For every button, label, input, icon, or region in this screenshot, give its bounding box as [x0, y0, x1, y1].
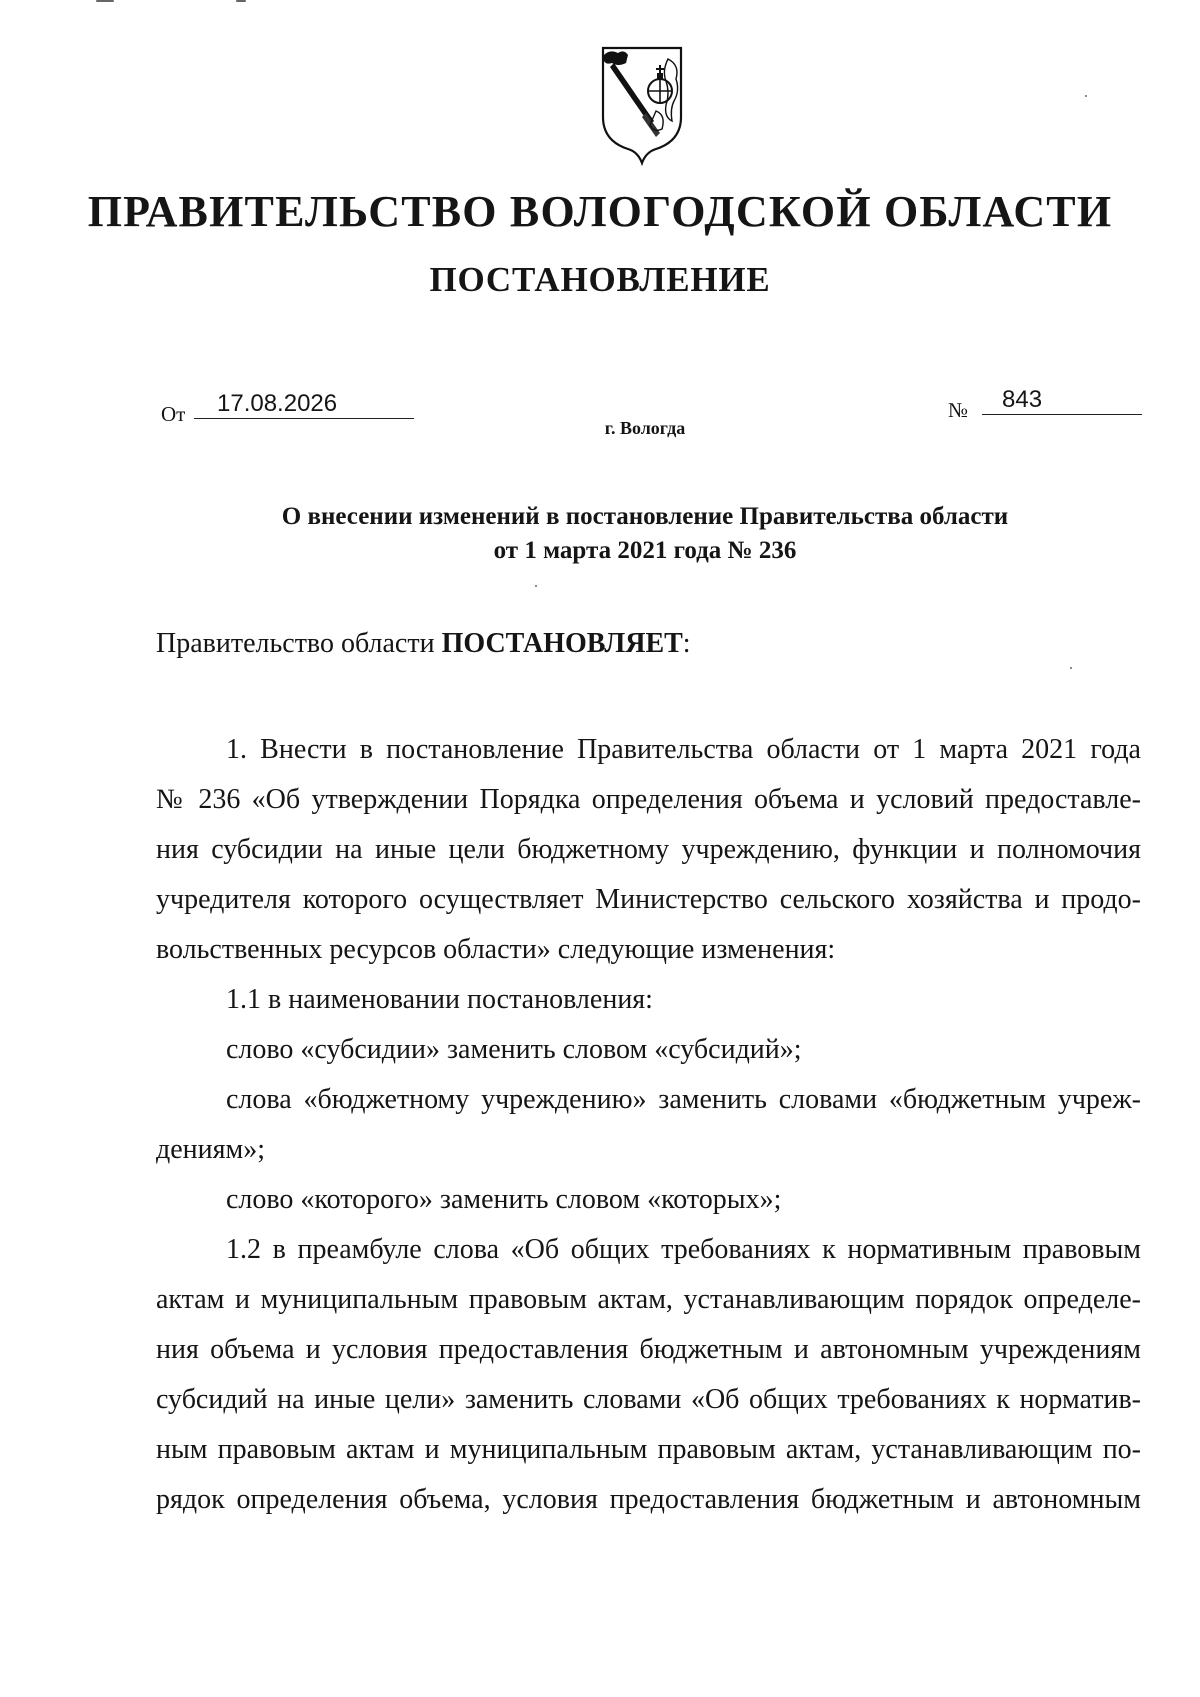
body-line: ным правовым актам и муниципальным правовым актам, устанавливающим по- — [156, 1434, 1141, 1465]
document-number: 843 — [1002, 386, 1043, 413]
body-line: субсидий на иные цели» заменить словами «Об общих требованиях к норматив- — [156, 1384, 1141, 1415]
body-line: вольственных ресурсов области» следующие изменения: — [156, 934, 836, 965]
body-line: 1.2 в преамбуле слова «Об общих требованиях к нормативным правовым — [226, 1234, 1141, 1265]
body-line: ния субсидии на иные цели бюджетному учреждению, функции и полномочия — [156, 834, 1141, 865]
body-line: актам и муниципальным правовым актам, устанавливающим порядок определе- — [156, 1284, 1141, 1315]
number-underline — [982, 414, 1142, 415]
body-line: дениям»; — [156, 1134, 266, 1165]
preamble — [156, 628, 691, 660]
body-line: 1. Внести в постановление Правительства области от 1 марта 2021 года — [226, 734, 1141, 765]
preamble-text: Правительство области — [156, 628, 435, 659]
scan-speck — [1070, 667, 1072, 669]
body-line: рядок определения объема, условия предоставления бюджетным и автономным — [156, 1484, 1141, 1515]
number-label: № — [948, 398, 969, 422]
body-line: слово «которого» заменить словом «которых»; — [226, 1184, 782, 1215]
body-line: ния объема и условия предоставления бюджетным и автономным учреждениям — [156, 1334, 1141, 1365]
subject-line-2: от 1 марта 2021 года № 236 — [493, 537, 797, 564]
document-date: 17.08.2026 — [217, 390, 338, 417]
preamble-emphasis: ПОСТАНОВЛЯЕТ — [441, 628, 683, 659]
body-line: учредителя которого осуществляет Министерство сельского хозяйства и продо- — [156, 884, 1141, 915]
preamble-suffix: : — [682, 628, 691, 659]
city-label: г. Вологда — [604, 418, 686, 438]
body-line: слово «субсидии» заменить словом «субсидий»; — [226, 1034, 802, 1065]
body-line: 1.1 в наименовании постановления: — [226, 984, 653, 1015]
document-type: ПОСТАНОВЛЕНИЕ — [429, 260, 771, 299]
document-subject — [0, 500, 1200, 568]
date-label: От — [161, 402, 186, 426]
body-line: № 236 «Об утверждении Порядка определения объема и условий предоставле- — [156, 784, 1141, 815]
scan-speck — [1085, 95, 1087, 97]
vologda-coat-of-arms-icon — [600, 45, 684, 167]
scan-speck — [236, 0, 246, 2]
scan-speck — [535, 585, 537, 587]
body-line: слова «бюджетному учреждению» заменить словами «бюджетным учреж- — [226, 1084, 1141, 1115]
organization-title: ПРАВИТЕЛЬСТВО ВОЛОГОДСКОЙ ОБЛАСТИ — [87, 187, 1113, 236]
scan-speck — [96, 0, 114, 2]
subject-line-1: О внесении изменений в постановление Правительства области — [281, 503, 1009, 530]
